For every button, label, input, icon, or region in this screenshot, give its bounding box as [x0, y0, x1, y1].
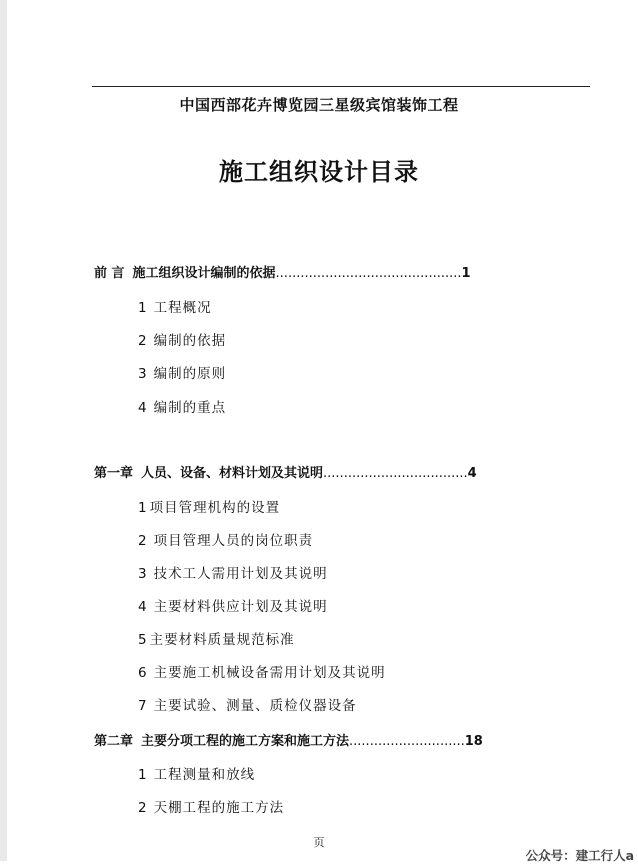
- toc-item-text: 编制的原则: [153, 366, 227, 382]
- toc-item-text: 项目管理机构的设置: [149, 500, 281, 516]
- toc-preface-entry[interactable]: [94, 262, 471, 281]
- toc-item[interactable]: [138, 396, 226, 416]
- page-number-label: 页: [313, 836, 325, 849]
- toc-item-text: 天棚工程的施工方法: [153, 800, 285, 816]
- toc-item-number: 6: [138, 665, 148, 681]
- toc-item[interactable]: [138, 296, 212, 316]
- toc-leader-dots: .............................................: [275, 266, 462, 281]
- toc-item-text: 项目管理人员的岗位职责: [153, 533, 314, 549]
- toc-chapter2-label: 第二章: [94, 734, 134, 749]
- toc-item[interactable]: [138, 661, 386, 681]
- toc-item-number: 3: [138, 566, 148, 582]
- toc-preface-label: 前 言: [94, 266, 125, 281]
- toc-item-number: 4: [138, 400, 148, 416]
- toc-item-text: 主要试验、测量、质检仪器设备: [153, 698, 357, 714]
- toc-item-number: 1: [138, 767, 148, 783]
- toc-item-text: 工程概况: [153, 300, 212, 316]
- toc-preface-page: 1: [461, 266, 471, 281]
- toc-chapter1-entry[interactable]: [94, 462, 477, 481]
- toc-item[interactable]: [138, 529, 313, 549]
- toc-item[interactable]: [138, 694, 357, 714]
- document-title: 施工组织设计目录: [219, 158, 419, 186]
- toc-item[interactable]: [138, 796, 284, 816]
- toc-item-text: 编制的依据: [153, 333, 227, 349]
- toc-item-number: 2: [138, 333, 148, 349]
- toc-item[interactable]: [138, 562, 328, 582]
- toc-item-number: 3: [138, 366, 148, 382]
- toc-chapter1-title: 人员、设备、材料计划及其说明: [141, 466, 324, 481]
- toc-item[interactable]: [138, 496, 280, 516]
- toc-item[interactable]: [138, 595, 328, 615]
- toc-item-number: 1: [138, 500, 148, 516]
- toc-chapter2-entry[interactable]: [94, 730, 483, 749]
- toc-preface-title: 施工组织设计编制的依据: [132, 266, 276, 281]
- toc-item-number: 2: [138, 800, 148, 816]
- toc-item-number: 2: [138, 533, 148, 549]
- toc-item-text: 工程测量和放线: [153, 767, 256, 783]
- toc-leader-dots: ...................................: [323, 466, 468, 481]
- toc-item[interactable]: [138, 628, 295, 648]
- toc-item[interactable]: [138, 362, 226, 382]
- toc-item-text: 编制的重点: [153, 400, 227, 416]
- toc-chapter1-page: 4: [467, 466, 477, 481]
- toc-chapter2-page: 18: [464, 734, 483, 749]
- toc-item-number: 5: [138, 632, 148, 648]
- toc-item-text: 主要材料供应计划及其说明: [153, 599, 328, 615]
- toc-item-number: 1: [138, 300, 148, 316]
- toc-chapter2-title: 主要分项工程的施工方案和施工方法: [141, 734, 350, 749]
- toc-item[interactable]: [138, 763, 255, 783]
- toc-item-text: 主要材料质量规范标准: [149, 632, 295, 648]
- toc-leader-dots: ............................: [349, 734, 465, 749]
- toc-chapter1-label: 第一章: [94, 466, 134, 481]
- toc-item-number: 4: [138, 599, 148, 615]
- page-left-edge: [0, 0, 7, 861]
- watermark-text: 公众号：建工行人a: [525, 848, 634, 863]
- header-rule: [92, 86, 590, 87]
- toc-item[interactable]: [138, 329, 226, 349]
- project-title: 中国西部花卉博览园三星级宾馆装饰工程: [179, 96, 459, 114]
- toc-item-text: 主要施工机械设备需用计划及其说明: [153, 665, 386, 681]
- toc-item-text: 技术工人需用计划及其说明: [153, 566, 328, 582]
- toc-item-number: 7: [138, 698, 148, 714]
